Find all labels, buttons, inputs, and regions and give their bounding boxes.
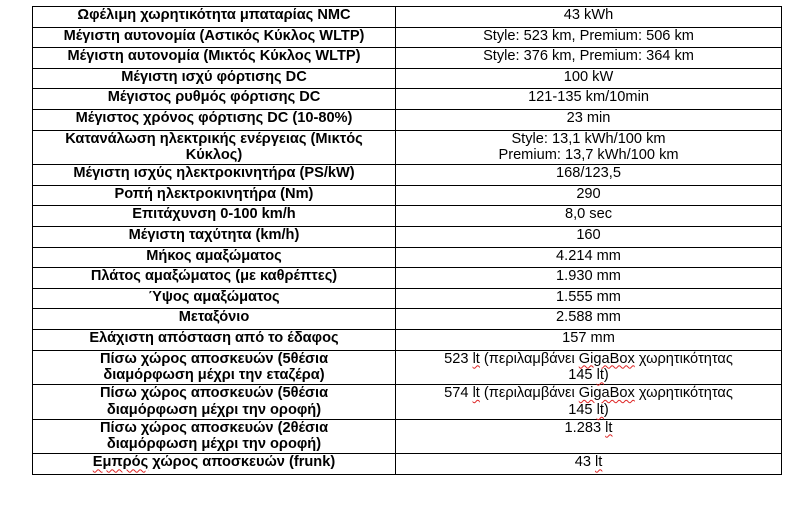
spec-label-line: Κύκλος)	[185, 147, 243, 164]
spec-value-line: Style: 376 km, Premium: 364 km	[483, 48, 694, 65]
spec-value-cell	[396, 185, 782, 206]
spec-value-line: 43 kWh	[563, 7, 614, 23]
spec-value-cell	[396, 109, 782, 130]
spec-value-cell	[396, 309, 782, 330]
spec-label-line: Κατανάλωση ηλεκτρικής ενέργειας (Μικτός	[65, 130, 363, 147]
spec-value-line: 290	[576, 185, 601, 202]
spec-value-line: 160	[576, 226, 601, 243]
spec-label-cell	[33, 329, 396, 350]
spec-label-line: Ωφέλιμη χωρητικότητα μπαταρίας NMC	[77, 7, 351, 23]
spec-value-cell	[396, 329, 782, 350]
spec-label-line: Ροπή ηλεκτροκινητήρα (Nm)	[114, 185, 314, 202]
table-row	[33, 385, 782, 420]
spec-value-cell	[396, 288, 782, 309]
spec-label-line: Μέγιστη αυτονομία (Μικτός Κύκλος WLTP)	[67, 48, 361, 65]
table-row	[33, 454, 782, 475]
table-row	[33, 268, 782, 289]
spec-value-cell	[396, 68, 782, 89]
spec-label-line: Μέγιστος ρυθμός φόρτισης DC	[107, 89, 321, 106]
spec-value-line: Style: 523 km, Premium: 506 km	[483, 27, 694, 44]
spec-value-cell	[396, 48, 782, 69]
spec-label-cell	[33, 247, 396, 268]
table-row	[33, 226, 782, 247]
spec-table	[32, 6, 782, 475]
table-row	[33, 419, 782, 454]
spec-label-cell	[33, 165, 396, 186]
spec-label-line: Μεταξόνιο	[178, 309, 250, 326]
spec-value-line: 121-135 km/10min	[528, 89, 649, 106]
spec-value-line: 100 kW	[563, 68, 614, 85]
spec-label-line: Πίσω χώρος αποσκευών (2θέσια	[99, 419, 329, 436]
spec-label-line: διαμόρφωση μέχρι την εταζέρα)	[103, 367, 325, 384]
spec-label-line: Μέγιστη ισχύς ηλεκτροκινητήρα (PS/kW)	[73, 165, 355, 182]
spec-value-cell	[396, 165, 782, 186]
spec-label-line: Πίσω χώρος αποσκευών (5θέσια	[99, 385, 329, 402]
spec-value-line: 574 lt (περιλαμβάνει GigaBox χωρητικότητας	[444, 385, 733, 402]
spec-label-line: Επιτάχυνση 0-100 km/h	[132, 206, 296, 223]
spec-value-line: 43 lt	[574, 454, 603, 471]
table-row	[33, 68, 782, 89]
table-row	[33, 130, 782, 165]
spec-label-line: Ύψος αμαξώματος	[148, 288, 280, 305]
table-row	[33, 165, 782, 186]
spec-label-line: Μέγιστος χρόνος φόρτισης DC (10-80%)	[75, 109, 353, 126]
spec-value-line: 1.283 lt	[564, 419, 613, 436]
spec-label-cell	[33, 27, 396, 48]
spec-value-line: Premium: 13,7 kWh/100 km	[498, 147, 679, 164]
spec-label-line: Εμπρός χώρος αποσκευών (frunk)	[92, 454, 336, 471]
spec-value-line: 157 mm	[562, 329, 615, 346]
table-row	[33, 48, 782, 69]
spec-value-line: 2.588 mm	[556, 309, 621, 326]
spec-value-cell	[396, 454, 782, 475]
spec-value-line: 1.555 mm	[556, 288, 621, 305]
spec-value-line: 523 lt (περιλαμβάνει GigaBox χωρητικότητας	[444, 350, 733, 367]
spec-value-line: 168/123,5	[556, 165, 621, 182]
spec-label-cell	[33, 48, 396, 69]
spec-value-line: 23 min	[566, 109, 611, 126]
table-row	[33, 350, 782, 385]
spec-label-cell	[33, 185, 396, 206]
table-row	[33, 309, 782, 330]
table-row	[33, 206, 782, 227]
spec-value-cell	[396, 385, 782, 420]
spec-table-body	[33, 7, 782, 475]
table-row	[33, 7, 782, 28]
table-row	[33, 247, 782, 268]
spec-value-line: 145 lt)	[568, 367, 609, 384]
spec-label-cell	[33, 454, 396, 475]
spec-label-line: διαμόρφωση μέχρι την οροφή)	[106, 401, 322, 418]
spec-value-cell	[396, 27, 782, 48]
table-row	[33, 185, 782, 206]
spec-value-line: 145 lt)	[568, 401, 609, 418]
spec-label-line: Μέγιστη ισχύ φόρτισης DC	[121, 68, 307, 85]
spec-value-cell	[396, 268, 782, 289]
spec-value-cell	[396, 130, 782, 165]
spec-label-cell	[33, 419, 396, 454]
table-row	[33, 89, 782, 110]
spec-label-line: διαμόρφωση μέχρι την οροφή)	[106, 436, 322, 453]
spec-label-line: Πλάτος αμαξώματος (με καθρέπτες)	[90, 268, 338, 285]
spec-value-cell	[396, 206, 782, 227]
spec-label-cell	[33, 68, 396, 89]
spec-label-line: Μέγιστη αυτονομία (Αστικός Κύκλος WLTP)	[63, 27, 365, 44]
spec-value-cell	[396, 226, 782, 247]
spec-value-line: 4.214 mm	[556, 247, 621, 264]
spec-value-cell	[396, 7, 782, 28]
spec-label-cell	[33, 288, 396, 309]
spec-label-line: Μήκος αμαξώματος	[146, 247, 282, 264]
spec-label-cell	[33, 206, 396, 227]
spec-label-cell	[33, 130, 396, 165]
spec-label-cell	[33, 385, 396, 420]
spec-label-cell	[33, 89, 396, 110]
spec-value-line: Style: 13,1 kWh/100 km	[511, 130, 666, 147]
spec-label-cell	[33, 109, 396, 130]
spec-label-line: Πίσω χώρος αποσκευών (5θέσια	[99, 350, 329, 367]
spec-value-cell	[396, 89, 782, 110]
spec-label-cell	[33, 7, 396, 28]
spec-value-cell	[396, 419, 782, 454]
spec-label-cell	[33, 309, 396, 330]
spec-value-line: 8,0 sec	[564, 206, 613, 223]
table-row	[33, 329, 782, 350]
spec-label-line: Ελάχιστη απόσταση από το έδαφος	[89, 329, 339, 346]
table-row	[33, 27, 782, 48]
spec-label-cell	[33, 268, 396, 289]
table-row	[33, 109, 782, 130]
table-row	[33, 288, 782, 309]
spec-value-cell	[396, 350, 782, 385]
spec-value-line: 1.930 mm	[556, 268, 621, 285]
spec-label-cell	[33, 350, 396, 385]
spec-label-cell	[33, 226, 396, 247]
spec-label-line: Μέγιστη ταχύτητα (km/h)	[128, 226, 300, 243]
spec-value-cell	[396, 247, 782, 268]
